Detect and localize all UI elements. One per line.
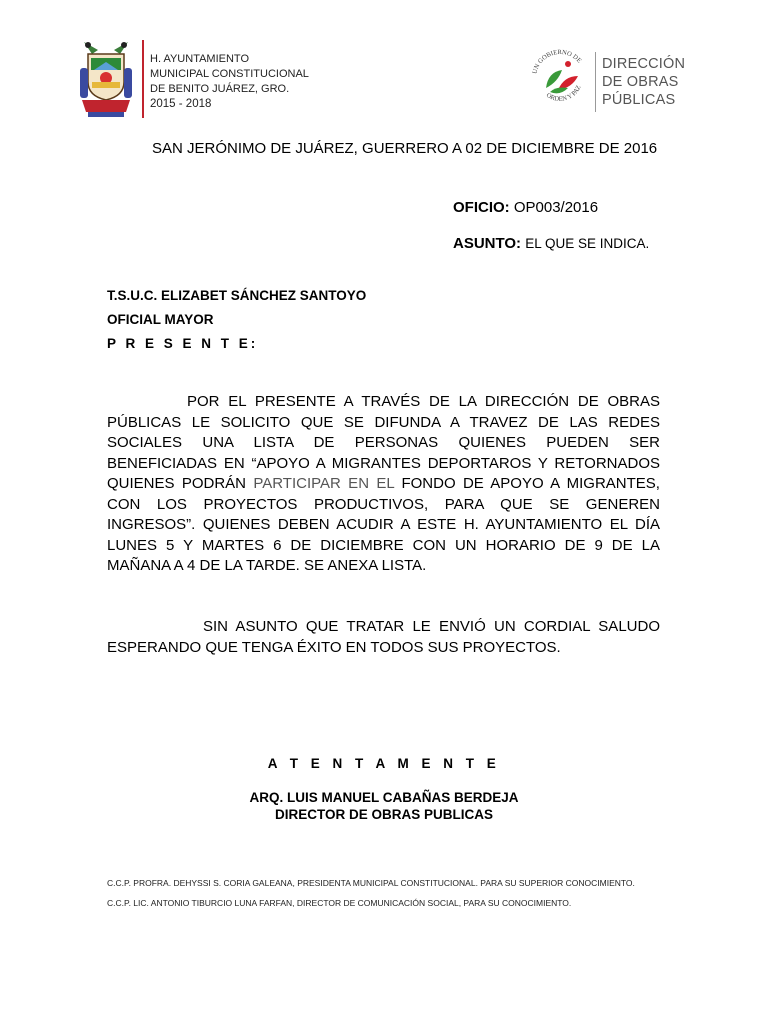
arc-top-text: UN GOBIERNO DE: [531, 48, 583, 75]
arc-bottom-text: ORDEN Y PAZ: [544, 84, 583, 103]
oficio-value: OP003/2016: [513, 199, 599, 216]
logo-line: DE BENITO JUÁREZ, GRO.: [150, 83, 290, 95]
asunto-line: [453, 235, 649, 252]
recipient-name: T.S.U.C. ELIZABET SÁNCHEZ SANTOYO: [107, 288, 367, 303]
presente-salutation: P R E S E N T E:: [107, 336, 259, 351]
asunto-label: ASUNTO:: [453, 235, 522, 252]
logo-years: 2015 - 2018: [150, 98, 212, 110]
para-text: SIN ASUNTO QUE TRATAR LE ENVIÓ UN CORDIAL SALUDO ESPERANDO QUE TENGA ÉXITO EN TODOS SUS PROYECTOS.: [107, 618, 660, 656]
ccp-line: C.C.P. LIC. ANTONIO TIBURCIO LUNA FARFAN, DIRECTOR DE COMUNICACIÓN SOCIAL, PARA SU CONOCIMIENTO.: [107, 898, 572, 908]
para-text: POR EL PRESENTE A TRAVÉS DE LA DIRECCIÓN DE OBRAS PÚBLICAS LE SOLICITO QUE SE DIFUNDA A TRAVEZ DE LAS REDES SOCIALES UNA LISTA DE PERSONAS QUIENES PUEDEN SER BENEFICIADAS EN “APOYO A MIGRANTES DEPORTAROS Y RETORNADOS QUIENES PODRÁN: [107, 393, 660, 492]
municipal-coat-of-arms-icon: [78, 38, 134, 118]
ccp-line: C.C.P. PROFRA. DEHYSSI S. CORIA GALEANA, PRESIDENTA MUNICIPAL CONSTITUCIONAL. PARA SU SUPERIOR CONOCIMIENTO.: [107, 878, 635, 888]
oficio-line: [453, 199, 598, 216]
oficio-label: OFICIO:: [453, 199, 510, 216]
para-text-highlight: PARTICIPAR EN EL: [253, 475, 395, 492]
logo-line: DE OBRAS: [602, 74, 679, 90]
logo-line: DIRECCIÓN: [602, 56, 686, 72]
logo-line: H. AYUNTAMIENTO: [150, 53, 250, 65]
obras-publicas-logo-text: [602, 55, 702, 109]
closing-atentamente: A T E N T A M E N T E: [267, 756, 501, 771]
logo-divider: [142, 40, 144, 118]
recipient-title: OFICIAL MAYOR: [107, 312, 214, 327]
para-text: FONDO DE APOYO A MIGRANTES, CON LOS PROYECTOS PRODUCTIVOS, PARA QUE SE GENEREN INGRESOS”. QUIENES DEBEN ACUDIR A ESTE H. AYUNTAMIENTO EL DÍA LUNES 5 Y MARTES 6 DE DICIEMBRE CON UN HORARIO DE 9 DE LA MAÑANA A 4 DE LA TARDE. SE ANEXA LISTA.: [107, 475, 660, 574]
body-paragraph: [107, 392, 660, 577]
asunto-value: EL QUE SE INDICA.: [525, 236, 650, 251]
municipality-logo-text: [150, 52, 309, 112]
un-gobierno-de-orden-y-paz-icon: [528, 42, 592, 108]
logo-line: PÚBLICAS: [602, 92, 676, 108]
body-paragraph: [107, 617, 660, 658]
logo-line: MUNICIPAL CONSTITUCIONAL: [150, 68, 309, 80]
svg-text:UN GOBIERNO DE: [531, 49, 582, 75]
signer-name: ARQ. LUIS MANUEL CABAÑAS BERDEJA: [249, 790, 519, 805]
signer-role: DIRECTOR DE OBRAS PUBLICAS: [274, 807, 494, 822]
place-date: SAN JERÓNIMO DE JUÁREZ, GUERRERO A 02 DE DICIEMBRE DE 2016: [152, 140, 658, 157]
logo-divider: [595, 52, 596, 112]
